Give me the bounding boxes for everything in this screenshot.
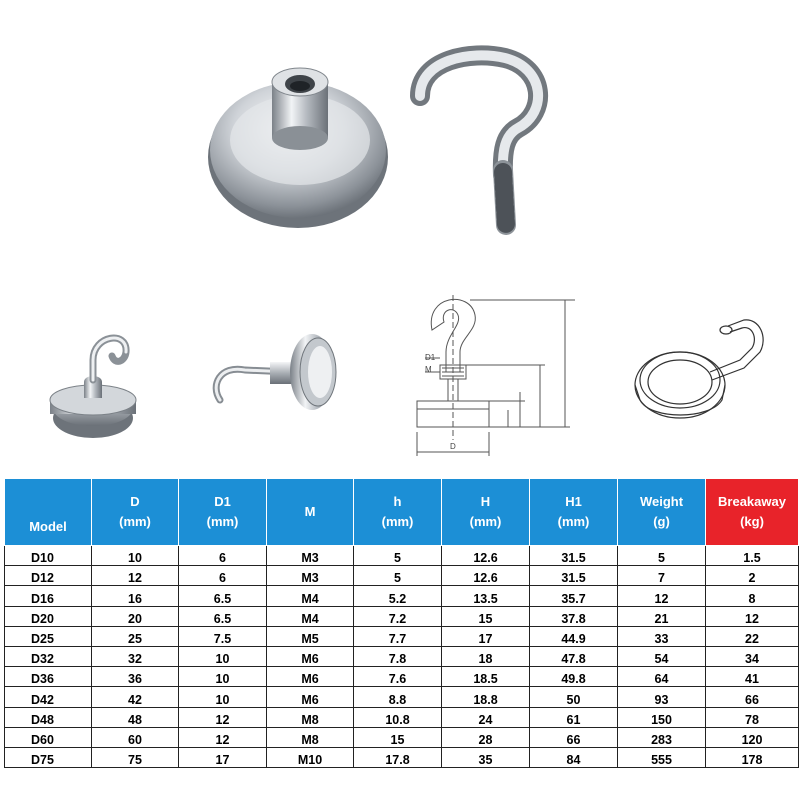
table-cell: 34 (706, 646, 799, 666)
table-cell: 6.5 (179, 606, 267, 626)
table-cell: 24 (442, 707, 530, 727)
magnet-base-photo (208, 68, 388, 228)
table-row (5, 566, 799, 586)
table-cell: 21 (618, 606, 706, 626)
table-cell: M3 (267, 566, 354, 586)
screw-hook-photo (420, 55, 538, 225)
table-cell: 12 (179, 707, 267, 727)
table-cell: M6 (267, 667, 354, 687)
table-cell: 17 (179, 747, 267, 767)
table-cell: 10.8 (354, 707, 442, 727)
perspective-line-art (635, 320, 763, 418)
table-cell: 60 (92, 727, 179, 747)
table-cell: 5 (618, 546, 706, 566)
model-cell: D16 (5, 586, 92, 606)
diagram-label-d1: D1 (425, 353, 436, 362)
table-cell: 6.5 (179, 586, 267, 606)
table-cell: 12 (706, 606, 799, 626)
table-cell: 28 (442, 727, 530, 747)
table-row (5, 747, 799, 767)
table-cell: 12 (179, 727, 267, 747)
table-cell: 44.9 (530, 626, 618, 646)
table-cell: 48 (92, 707, 179, 727)
table-cell: 61 (530, 707, 618, 727)
table-cell: 12.6 (442, 546, 530, 566)
table-cell: 7.7 (354, 626, 442, 646)
table-cell: 16 (92, 586, 179, 606)
spec-table-body (5, 546, 799, 768)
model-cell: D60 (5, 727, 92, 747)
table-cell: 120 (706, 727, 799, 747)
table-cell: 75 (92, 747, 179, 767)
table-cell: M4 (267, 586, 354, 606)
table-cell: 41 (706, 667, 799, 687)
table-cell: 7.8 (354, 646, 442, 666)
table-cell: 18.5 (442, 667, 530, 687)
col-header-h: h (mm) (354, 479, 442, 546)
table-cell: 5.2 (354, 586, 442, 606)
table-cell: 12.6 (442, 566, 530, 586)
table-cell: 178 (706, 747, 799, 767)
table-cell: 84 (530, 747, 618, 767)
table-cell: 15 (354, 727, 442, 747)
table-cell: M5 (267, 626, 354, 646)
hook-magnet-side-photo (216, 334, 336, 410)
table-cell: 18 (442, 646, 530, 666)
table-cell: 25 (92, 626, 179, 646)
table-cell: M6 (267, 646, 354, 666)
table-cell: 10 (179, 646, 267, 666)
table-cell: 22 (706, 626, 799, 646)
table-cell: 12 (92, 566, 179, 586)
table-cell: 50 (530, 687, 618, 707)
table-row (5, 606, 799, 626)
table-cell: 7.2 (354, 606, 442, 626)
model-cell: D25 (5, 626, 92, 646)
table-cell: 17.8 (354, 747, 442, 767)
technical-drawing (417, 295, 575, 456)
table-cell: 2 (706, 566, 799, 586)
table-cell: 7.6 (354, 667, 442, 687)
table-cell: M4 (267, 606, 354, 626)
table-cell: 15 (442, 606, 530, 626)
table-cell: 283 (618, 727, 706, 747)
col-header-weight: Weight (g) (618, 479, 706, 546)
col-header-d1: D1 (mm) (179, 479, 267, 546)
model-cell: D36 (5, 667, 92, 687)
table-cell: 64 (618, 667, 706, 687)
table-cell: 7.5 (179, 626, 267, 646)
hook-magnet-upright-photo (50, 338, 136, 438)
table-cell: 10 (179, 687, 267, 707)
table-cell: 5 (354, 566, 442, 586)
table-cell: 7 (618, 566, 706, 586)
table-cell: M8 (267, 707, 354, 727)
spec-table (4, 478, 799, 768)
table-cell: 35 (442, 747, 530, 767)
table-cell: 6 (179, 546, 267, 566)
table-row (5, 727, 799, 747)
table-cell: 42 (92, 687, 179, 707)
diagram-label-d: D (450, 442, 456, 451)
table-row (5, 667, 799, 687)
col-header-H: H (mm) (442, 479, 530, 546)
model-cell: D75 (5, 747, 92, 767)
table-cell: 36 (92, 667, 179, 687)
table-cell: 1.5 (706, 546, 799, 566)
table-cell: 6 (179, 566, 267, 586)
table-cell: 47.8 (530, 646, 618, 666)
table-cell: 17 (442, 626, 530, 646)
table-cell: 8 (706, 586, 799, 606)
model-cell: D10 (5, 546, 92, 566)
model-cell: D12 (5, 566, 92, 586)
table-cell: 150 (618, 707, 706, 727)
table-cell: 10 (92, 546, 179, 566)
table-cell: 12 (618, 586, 706, 606)
col-header-h1: H1 (mm) (530, 479, 618, 546)
diagram-label-m: M (425, 365, 432, 374)
col-header-m: M (267, 479, 354, 546)
table-cell: 20 (92, 606, 179, 626)
spec-table-header (5, 479, 799, 546)
table-cell: 33 (618, 626, 706, 646)
table-cell: 32 (92, 646, 179, 666)
table-row (5, 646, 799, 666)
model-cell: D20 (5, 606, 92, 626)
table-row (5, 586, 799, 606)
table-cell: M10 (267, 747, 354, 767)
model-cell: D32 (5, 646, 92, 666)
model-cell: D42 (5, 687, 92, 707)
table-cell: 10 (179, 667, 267, 687)
table-cell: 66 (706, 687, 799, 707)
table-row (5, 546, 799, 566)
table-cell: 78 (706, 707, 799, 727)
table-row (5, 707, 799, 727)
table-row (5, 687, 799, 707)
table-cell: 49.8 (530, 667, 618, 687)
table-cell: 93 (618, 687, 706, 707)
table-cell: 54 (618, 646, 706, 666)
table-cell: M8 (267, 727, 354, 747)
table-row (5, 626, 799, 646)
table-cell: M6 (267, 687, 354, 707)
table-cell: 5 (354, 546, 442, 566)
table-cell: 555 (618, 747, 706, 767)
col-header-model: Model (5, 479, 92, 546)
model-cell: D48 (5, 707, 92, 727)
table-cell: 13.5 (442, 586, 530, 606)
table-cell: 18.8 (442, 687, 530, 707)
table-cell: 37.8 (530, 606, 618, 626)
col-header-breakaway: Breakaway (kg) (706, 479, 799, 546)
table-cell: 31.5 (530, 546, 618, 566)
col-header-d: D (mm) (92, 479, 179, 546)
table-cell: M3 (267, 546, 354, 566)
table-cell: 31.5 (530, 566, 618, 586)
table-cell: 8.8 (354, 687, 442, 707)
table-cell: 66 (530, 727, 618, 747)
table-cell: 35.7 (530, 586, 618, 606)
